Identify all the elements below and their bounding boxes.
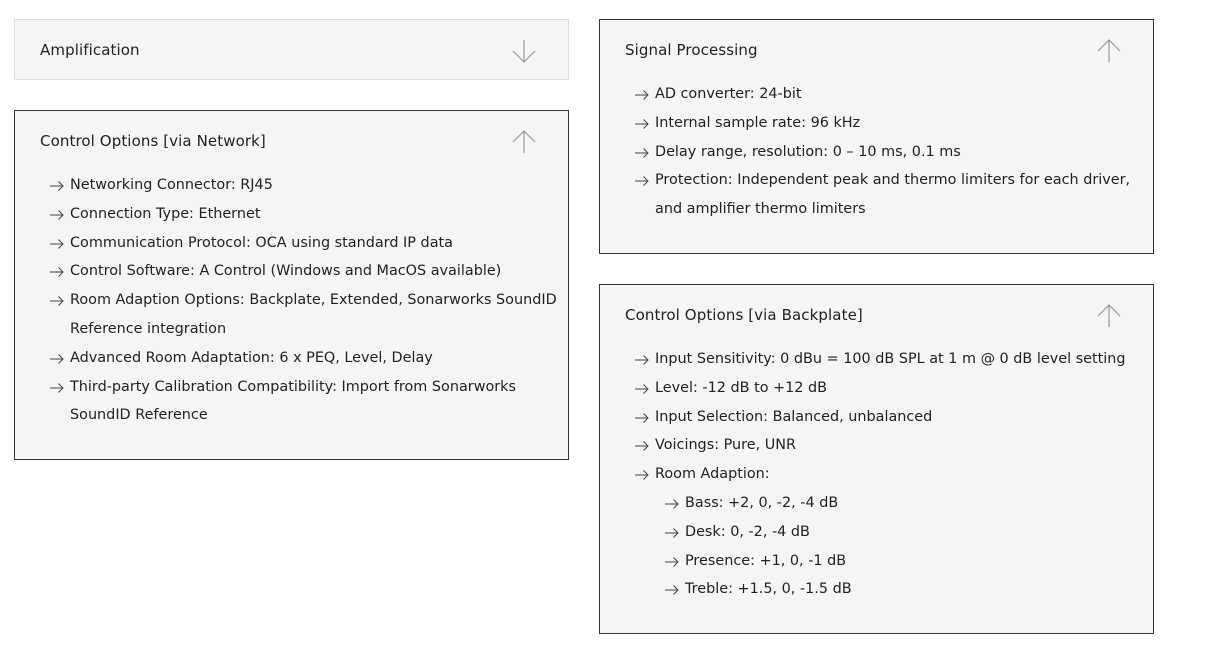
list-item [635,345,1143,374]
list-item-text: Communication Protocol: OCA using standard IP data [70,234,453,251]
list-item [50,200,558,229]
list-item [665,547,1143,576]
list-item-text: Input Sensitivity: 0 dBu = 100 dB SPL at 1 m @ 0 dB level setting [655,351,1126,367]
list-item-text: AD converter: 24-bit [655,86,802,102]
list-item-text: Level: -12 dB to +12 dB [655,379,828,396]
arrow-right-icon [665,499,679,509]
list-item-text: Room Adaption: [655,466,770,483]
arrow-right-icon [50,383,64,393]
network-panel [14,110,569,460]
backplate-header[interactable] [600,285,1153,345]
list-item-text: Treble: +1.5, 0, -1.5 dB [685,581,852,598]
arrow-right-icon [635,470,649,480]
list-item-text: Third-party Calibration Compatibility: Import from Sonarworks SoundID Reference [70,378,517,424]
arrow-right-icon [635,148,649,158]
list-item [665,489,1143,518]
list-item-text: Bass: +2, 0, -2, -4 dB [685,494,839,511]
arrow-right-icon [50,210,64,220]
list-item [50,229,558,258]
list-item-text: Networking Connector: RJ45 [70,177,273,193]
list-item [665,575,1143,604]
arrow-down-icon[interactable] [510,37,538,65]
backplate-spec-list [600,345,1153,604]
arrow-right-icon [50,296,64,306]
list-item [635,166,1143,224]
amplification-header[interactable] [15,20,568,80]
list-item [635,374,1143,403]
arrow-right-icon [50,267,64,277]
arrow-right-icon [665,557,679,567]
signal-spec-list [600,80,1153,224]
room-adaption-sublist [655,489,1143,604]
arrow-right-icon [635,90,649,100]
panel-title: Amplification [40,41,140,59]
panel-title: Control Options [via Backplate] [625,306,863,324]
list-item [635,460,1143,604]
list-item-text: Advanced Room Adaptation: 6 x PEQ, Level, Delay [70,349,433,366]
list-item-text: Room Adaption Options: Backplate, Extended, Sonarworks SoundID Reference integration [70,292,557,337]
arrow-right-icon [635,441,649,451]
panel-title: Control Options [via Network] [40,132,266,150]
list-item [50,257,558,286]
network-spec-list [15,171,568,430]
list-item-text: Presence: +1, 0, -1 dB [685,552,847,569]
list-item-text: Protection: Independent peak and thermo limiters for each driver, and amplifier thermo limiters [655,172,1131,218]
list-item-text: Internal sample rate: 96 kHz [655,114,861,131]
list-item [50,286,558,344]
list-item [635,80,1143,109]
arrow-right-icon [50,239,64,249]
arrow-up-icon[interactable] [1095,37,1123,65]
arrow-right-icon [635,384,649,394]
list-item [635,403,1143,432]
list-item-text: Input Selection: Balanced, unbalanced [655,408,933,425]
list-item-text: Desk: 0, -2, -4 dB [685,523,810,540]
signal-processing-panel [599,19,1154,254]
arrow-right-icon [635,119,649,129]
list-item-text: Voicings: Pure, UNR [655,437,797,454]
list-item-text: Delay range, resolution: 0 – 10 ms, 0.1 ms [655,143,961,160]
arrow-right-icon [635,176,649,186]
network-header[interactable] [15,111,568,171]
list-item-text: Connection Type: Ethernet [70,205,261,222]
list-item [635,138,1143,167]
arrow-right-icon [635,413,649,423]
list-item [665,518,1143,547]
list-item [50,373,558,431]
list-item [635,109,1143,138]
amplification-panel [14,19,569,80]
arrow-up-icon[interactable] [510,128,538,156]
list-item [635,431,1143,460]
arrow-right-icon [635,355,649,365]
arrow-right-icon [665,528,679,538]
list-item-text: Control Software: A Control (Windows and MacOS available) [70,263,502,280]
arrow-right-icon [665,585,679,595]
list-item [50,171,558,200]
signal-processing-header[interactable] [600,20,1153,80]
arrow-right-icon [50,181,64,191]
list-item [50,344,558,373]
arrow-up-icon[interactable] [1095,302,1123,330]
arrow-right-icon [50,354,64,364]
panel-title: Signal Processing [625,41,758,59]
backplate-panel [599,284,1154,634]
